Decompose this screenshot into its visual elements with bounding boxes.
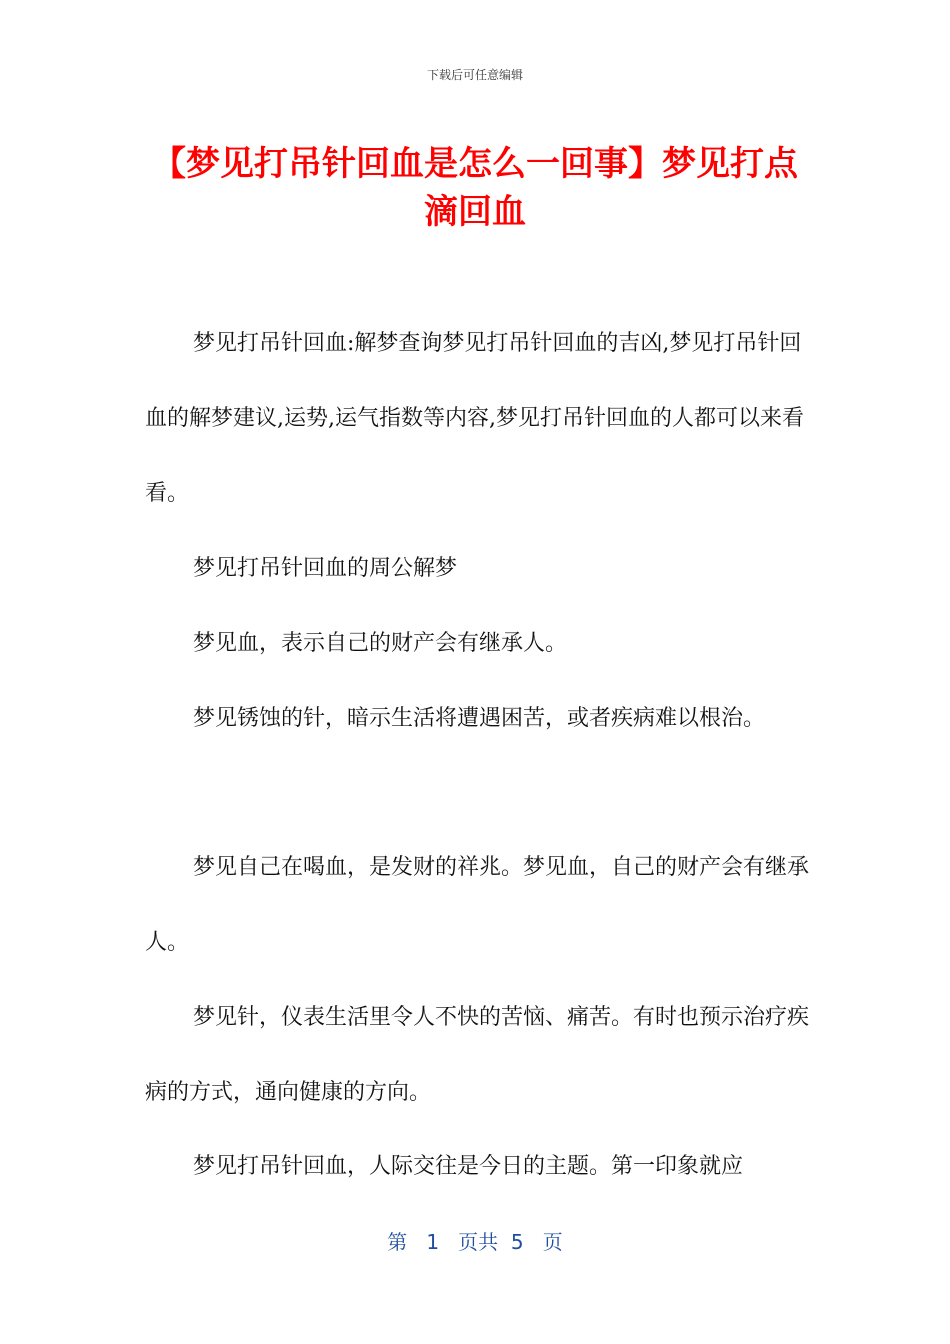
paragraph-needle: 梦见针，仪表生活里令人不快的苦恼、痛苦。有时也预示治疗疾病的方式，通向健康的方向。 <box>145 1005 810 1105</box>
paragraph-rusty-needle: 梦见锈蚀的针，暗示生活将遭遇困苦，或者疾病难以根治。 <box>193 706 766 731</box>
paragraph-blood: 梦见血，表示自己的财产会有继承人。 <box>193 631 568 656</box>
paragraph-drinking-blood: 梦见自己在喝血，是发财的祥兆。梦见血，自己的财产会有继承人。 <box>145 855 810 955</box>
paragraph-intro: 梦见打吊针回血:解梦查询梦见打吊针回血的吉凶,梦见打吊针回血的解梦建议,运势,运气指数等内容,梦见打吊针回血的人都可以来看看。 <box>145 331 804 506</box>
page-footer <box>0 1226 950 1255</box>
paragraph-section-heading: 梦见打吊针回血的周公解梦 <box>193 556 458 581</box>
footer-total-pages: 5 <box>510 1230 524 1254</box>
footer-suffix: 页 <box>542 1230 563 1254</box>
page-header: 下载后可任意编辑 <box>426 68 523 82</box>
footer-current-page: 1 <box>426 1230 440 1254</box>
footer-middle: 页共 <box>458 1230 499 1254</box>
footer-prefix: 第 <box>387 1230 408 1254</box>
document-title: 【梦见打吊针回血是怎么一回事】梦见打点滴回血 <box>152 144 798 232</box>
paragraph-social: 梦见打吊针回血，人际交往是今日的主题。第一印象就应 <box>193 1154 744 1179</box>
